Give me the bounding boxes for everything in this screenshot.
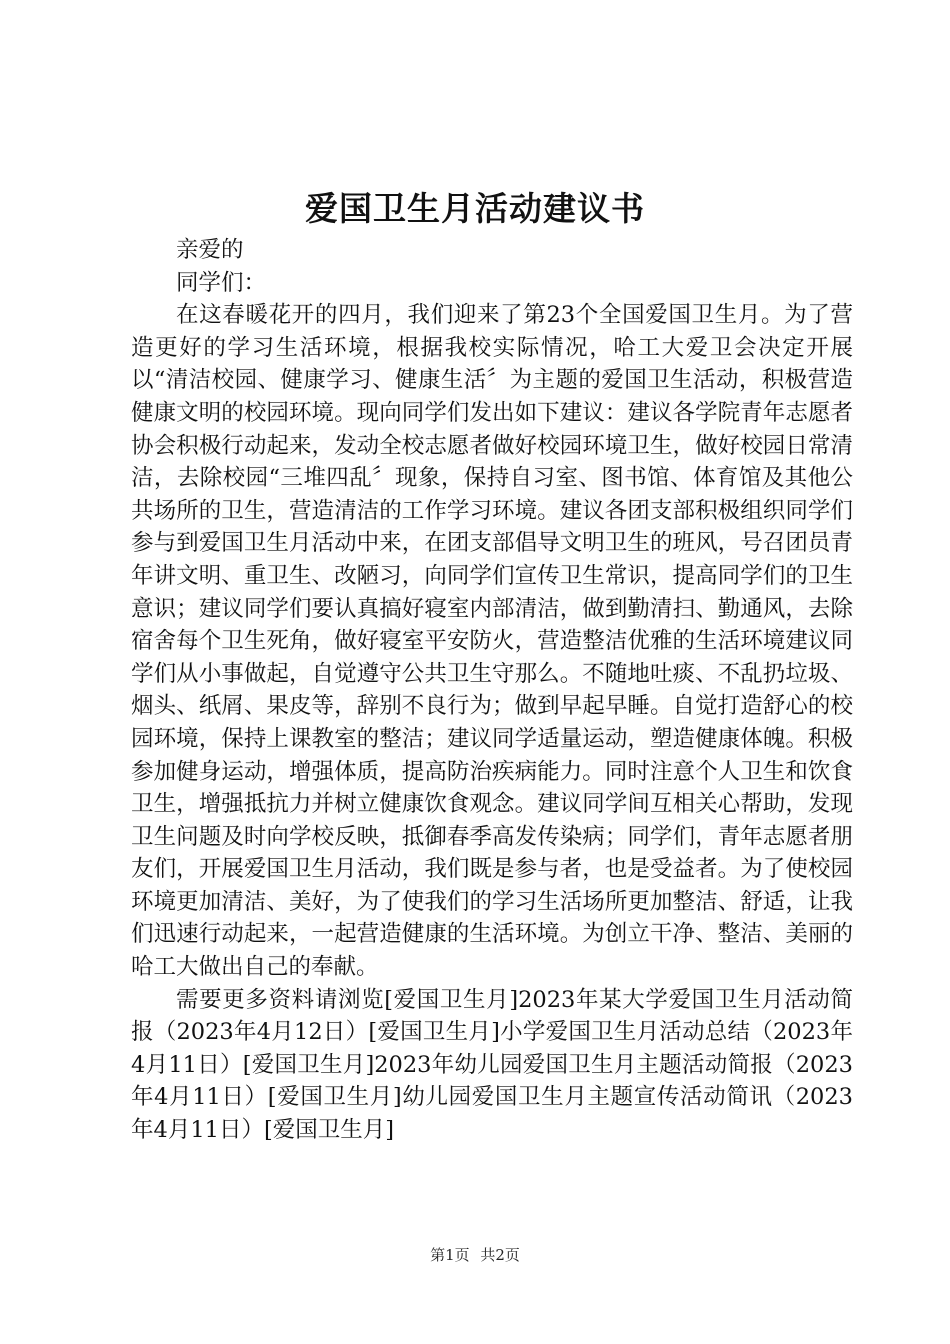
salutation-line-2: 同学们： xyxy=(176,269,267,296)
document-title: 爱国卫生月活动建议书 xyxy=(305,189,645,228)
document-body xyxy=(131,234,853,1147)
main-paragraph: 在这春暖花开的四月，我们迎来了第23个全国爱国卫生月。为了营造更好的学习生活环境，根据我校实际情况，哈工大爱卫会决定开展以“清洁校园、健康学习、健康生活〞为主题的爱国卫生活动，积极营造健康文明的校园环境。现向同学们发出如下建议：建议各学院青年志愿者协会积极行动起来，发动全校志愿者做好校园环境卫生，做好校园日常清洁，去除校园“三堆四乱〞现象，保持自习室、图书馆、体育馆及其他公共场所的卫生，营造清洁的工作学习环境。建议各团支部积极组织同学们参与到爱国卫生月活动中来，在团支部倡导文明卫生的班风，号召团员青年讲文明、重卫生、改陋习，向同学们宣传卫生常识，提高同学们的卫生意识；建议同学们要认真搞好寝室内部清洁，做到勤清扫、勤通风，去除宿舍每个卫生死角，做好寝室平安防火，营造整洁优雅的生活环境建议同学们从小事做起，自觉遵守公共卫生守那么。不随地吐痰、不乱扔垃圾、烟头、纸屑、果皮等，辞别不良行为；做到早起早睡。自觉打造舒心的校园环境，保持上课教室的整洁；建议同学适量运动，塑造健康体魄。积极参加健身运动，增强体质，提高防治疾病能力。同时注意个人卫生和饮食卫生，增强抵抗力并树立健康饮食观念。建议同学间互相关心帮助，发现卫生问题及时向学校反映，抵御春季高发传染病；同学们，青年志愿者朋友们，开展爱国卫生月活动，我们既是参与者，也是受益者。为了使校园环境更加清洁、美好，为了使我们的学习生活场所更加整洁、舒适，让我们迅速行动起来，一起营造健康的生活环境。为创立干净、整洁、美丽的哈工大做出自己的奉献。 xyxy=(131,302,853,981)
current-page-number: 第1页 xyxy=(430,1246,470,1264)
more-resources-paragraph: 需要更多资料请浏览[爱国卫生月]2023年某大学爱国卫生月活动简报（2023年4月12日）[爱国卫生月]小学爱国卫生月活动总结（2023年4月11日）[爱国卫生月]2023年幼儿园爱国卫生月主题活动简报（2023年4月11日）[爱国卫生月]幼儿园爱国卫生月主题宣传活动简讯（2023年4月11日）[爱国卫生月] xyxy=(131,986,853,1144)
salutation-line-1: 亲爱的 xyxy=(176,237,244,263)
page-footer xyxy=(0,1244,950,1266)
total-pages: 共2页 xyxy=(480,1246,520,1264)
